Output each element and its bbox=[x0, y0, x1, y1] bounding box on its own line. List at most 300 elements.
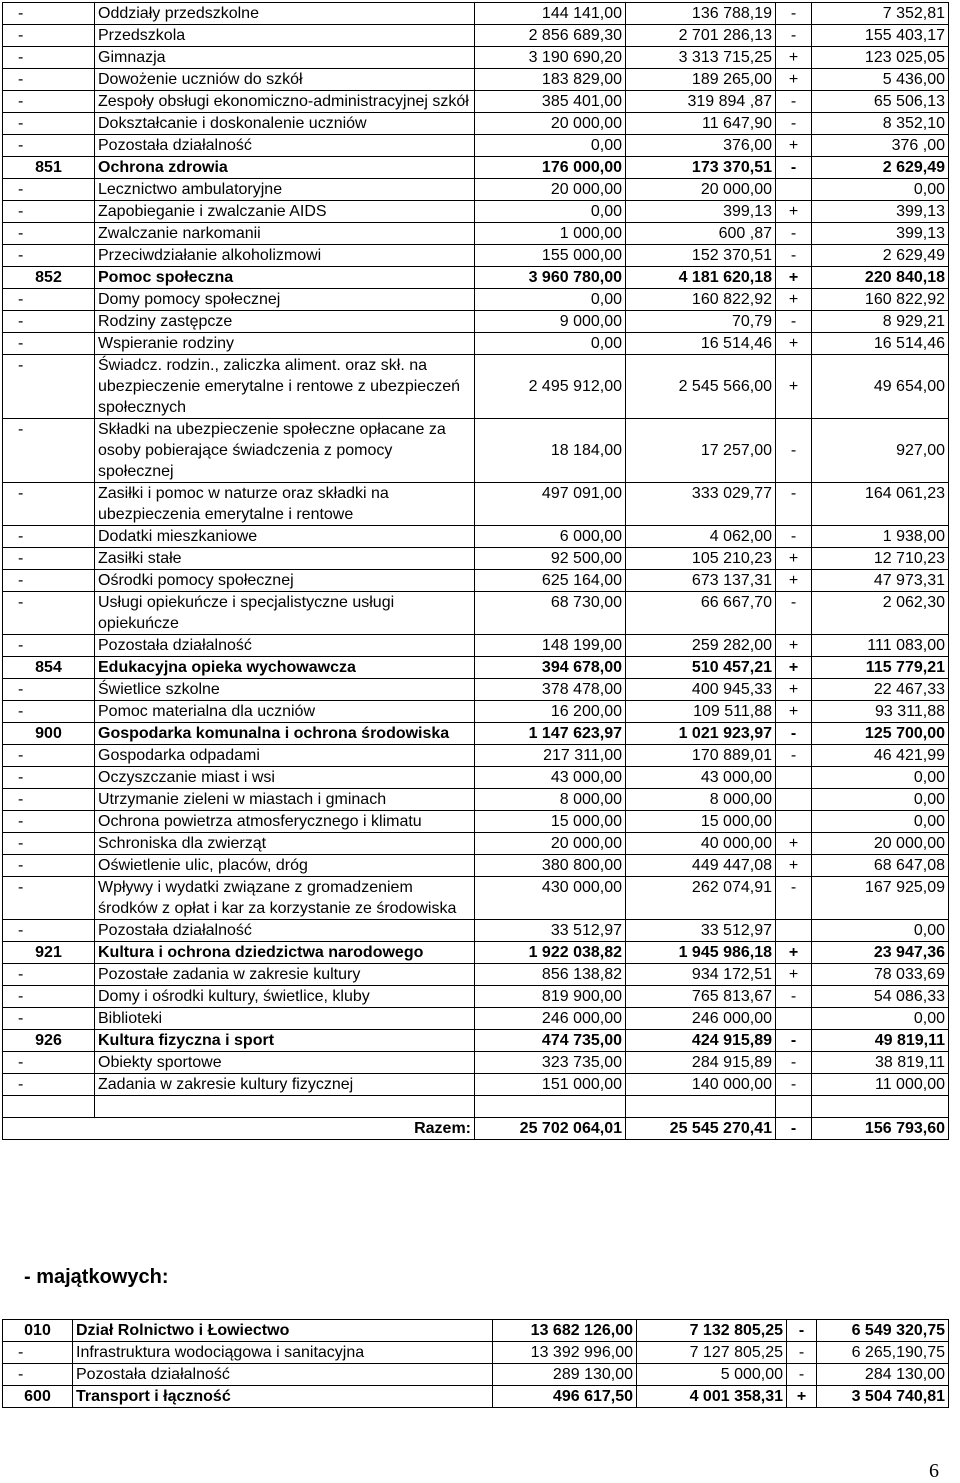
row-diff: 160 822,92 bbox=[812, 289, 949, 311]
row-sign: + bbox=[776, 964, 812, 986]
row-code: - bbox=[3, 833, 95, 855]
row-name: Utrzymanie zieleni w miastach i gminach bbox=[95, 789, 475, 811]
row-name: Pozostała działalność bbox=[95, 635, 475, 657]
row-plan: 155 000,00 bbox=[475, 245, 626, 267]
table-row bbox=[3, 570, 949, 592]
row-code: 010 bbox=[3, 1320, 73, 1342]
row-exec: 262 074,91 bbox=[626, 877, 776, 920]
table-row bbox=[3, 289, 949, 311]
row-name: Dokształcanie i doskonalenie uczniów bbox=[95, 113, 475, 135]
row-diff: 111 083,00 bbox=[812, 635, 949, 657]
row-sign: - bbox=[776, 419, 812, 483]
row-plan: 13 392 996,00 bbox=[493, 1342, 637, 1364]
table-row bbox=[3, 47, 949, 69]
row-diff: 93 311,88 bbox=[812, 701, 949, 723]
row-sign: - bbox=[776, 113, 812, 135]
row-exec: 15 000,00 bbox=[626, 811, 776, 833]
row-plan: 378 478,00 bbox=[475, 679, 626, 701]
row-exec: 40 000,00 bbox=[626, 833, 776, 855]
table-row bbox=[3, 223, 949, 245]
row-code: - bbox=[3, 635, 95, 657]
row-plan: 20 000,00 bbox=[475, 179, 626, 201]
row-name: Pomoc materialna dla uczniów bbox=[95, 701, 475, 723]
row-plan: 380 800,00 bbox=[475, 855, 626, 877]
row-plan: 1 000,00 bbox=[475, 223, 626, 245]
row-plan: 6 000,00 bbox=[475, 526, 626, 548]
row-exec: 4 001 358,31 bbox=[637, 1386, 787, 1408]
row-name: Pozostała działalność bbox=[95, 135, 475, 157]
row-name: Ochrona zdrowia bbox=[95, 157, 475, 179]
row-sign bbox=[776, 920, 812, 942]
row-diff: 16 514,46 bbox=[812, 333, 949, 355]
row-plan: 16 200,00 bbox=[475, 701, 626, 723]
row-name: Usługi opiekuńcze i specjalistyczne usługi opiekuńcze bbox=[95, 592, 475, 635]
row-sign bbox=[776, 789, 812, 811]
row-plan: 151 000,00 bbox=[475, 1074, 626, 1096]
row-diff: 1 938,00 bbox=[812, 526, 949, 548]
row-name: Domy pomocy społecznej bbox=[95, 289, 475, 311]
row-sign: + bbox=[776, 635, 812, 657]
row-code: - bbox=[3, 1342, 73, 1364]
row-plan: 43 000,00 bbox=[475, 767, 626, 789]
row-name: Lecznictwo ambulatoryjne bbox=[95, 179, 475, 201]
row-plan: 144 141,00 bbox=[475, 3, 626, 25]
row-code: 852 bbox=[3, 267, 95, 289]
row-exec: 449 447,08 bbox=[626, 855, 776, 877]
row-diff: 115 779,21 bbox=[812, 657, 949, 679]
row-plan: 0,00 bbox=[475, 289, 626, 311]
row-name: Składki na ubezpieczenie społeczne opłacane za osoby pobierające świadczenia z pomocy społecznej bbox=[95, 419, 475, 483]
row-plan: 289 130,00 bbox=[493, 1364, 637, 1386]
row-plan: 323 735,00 bbox=[475, 1052, 626, 1074]
row-sign: + bbox=[776, 942, 812, 964]
row-sign: - bbox=[776, 483, 812, 526]
row-diff: 12 710,23 bbox=[812, 548, 949, 570]
row-name: Edukacyjna opieka wychowawcza bbox=[95, 657, 475, 679]
row-code: - bbox=[3, 135, 95, 157]
table-row bbox=[3, 964, 949, 986]
row-name: Schroniska dla zwierząt bbox=[95, 833, 475, 855]
table-row bbox=[3, 811, 949, 833]
row-diff: 0,00 bbox=[812, 179, 949, 201]
table-row bbox=[3, 723, 949, 745]
table-row bbox=[3, 3, 949, 25]
row-name: Gospodarka komunalna i ochrona środowiska bbox=[95, 723, 475, 745]
row-code: - bbox=[3, 1008, 95, 1030]
row-plan: 474 735,00 bbox=[475, 1030, 626, 1052]
row-name: Oświetlenie ulic, placów, dróg bbox=[95, 855, 475, 877]
row-name: Pomoc społeczna bbox=[95, 267, 475, 289]
row-name: Świetlice szkolne bbox=[95, 679, 475, 701]
empty-cell bbox=[626, 1096, 776, 1118]
row-exec: 189 265,00 bbox=[626, 69, 776, 91]
row-name: Zespoły obsługi ekonomiczno-administracyjnej szkół bbox=[95, 91, 475, 113]
table-row bbox=[3, 877, 949, 920]
row-exec: 765 813,67 bbox=[626, 986, 776, 1008]
row-exec: 2 701 286,13 bbox=[626, 25, 776, 47]
table-row bbox=[3, 679, 949, 701]
row-diff: 125 700,00 bbox=[812, 723, 949, 745]
total-label: Razem: bbox=[3, 1118, 475, 1140]
row-code: - bbox=[3, 3, 95, 25]
row-exec: 600 ,87 bbox=[626, 223, 776, 245]
row-sign: - bbox=[776, 877, 812, 920]
row-sign: + bbox=[776, 548, 812, 570]
table-row bbox=[3, 483, 949, 526]
row-diff: 0,00 bbox=[812, 920, 949, 942]
row-code: 854 bbox=[3, 657, 95, 679]
empty-cell bbox=[3, 1096, 95, 1118]
table-row bbox=[3, 179, 949, 201]
row-sign: + bbox=[776, 289, 812, 311]
row-plan: 0,00 bbox=[475, 333, 626, 355]
row-code: - bbox=[3, 745, 95, 767]
row-diff: 376 ,00 bbox=[812, 135, 949, 157]
table-row bbox=[3, 855, 949, 877]
row-name: Oddziały przedszkolne bbox=[95, 3, 475, 25]
table-row bbox=[3, 592, 949, 635]
row-plan: 3 960 780,00 bbox=[475, 267, 626, 289]
row-name: Pozostała działalność bbox=[95, 920, 475, 942]
table-row bbox=[3, 942, 949, 964]
row-exec: 70,79 bbox=[626, 311, 776, 333]
row-exec: 152 370,51 bbox=[626, 245, 776, 267]
section-heading: - majątkowych: bbox=[24, 1266, 169, 1288]
property-table-body bbox=[3, 1320, 949, 1408]
row-exec: 284 915,89 bbox=[626, 1052, 776, 1074]
row-sign: + bbox=[776, 201, 812, 223]
table-row bbox=[3, 1320, 949, 1342]
row-sign bbox=[776, 179, 812, 201]
row-exec: 1 021 923,97 bbox=[626, 723, 776, 745]
expenditure-table bbox=[2, 2, 949, 1140]
row-sign: - bbox=[776, 986, 812, 1008]
row-sign bbox=[776, 811, 812, 833]
table-row bbox=[3, 267, 949, 289]
row-sign: - bbox=[776, 1052, 812, 1074]
row-plan: 20 000,00 bbox=[475, 113, 626, 135]
empty-cell bbox=[812, 1096, 949, 1118]
row-diff: 23 947,36 bbox=[812, 942, 949, 964]
row-diff: 8 352,10 bbox=[812, 113, 949, 135]
expenditure-table-body bbox=[3, 3, 949, 1140]
table-row bbox=[3, 789, 949, 811]
row-sign: - bbox=[787, 1342, 817, 1364]
row-diff: 2 629,49 bbox=[812, 245, 949, 267]
row-exec: 5 000,00 bbox=[637, 1364, 787, 1386]
row-code: - bbox=[3, 1052, 95, 1074]
row-plan: 183 829,00 bbox=[475, 69, 626, 91]
row-name: Gospodarka odpadami bbox=[95, 745, 475, 767]
empty-cell bbox=[776, 1096, 812, 1118]
table-row bbox=[3, 1052, 949, 1074]
row-exec: 16 514,46 bbox=[626, 333, 776, 355]
row-name: Wspieranie rodziny bbox=[95, 333, 475, 355]
row-code: 600 bbox=[3, 1386, 73, 1408]
row-code: - bbox=[3, 548, 95, 570]
row-name: Dział Rolnictwo i Łowiectwo bbox=[73, 1320, 493, 1342]
row-exec: 333 029,77 bbox=[626, 483, 776, 526]
row-name: Kultura i ochrona dziedzictwa narodowego bbox=[95, 942, 475, 964]
row-exec: 510 457,21 bbox=[626, 657, 776, 679]
table-row bbox=[3, 1074, 949, 1096]
empty-cell bbox=[475, 1096, 626, 1118]
row-name: Pozostałe zadania w zakresie kultury bbox=[95, 964, 475, 986]
row-plan: 8 000,00 bbox=[475, 789, 626, 811]
row-name: Gimnazja bbox=[95, 47, 475, 69]
row-code: - bbox=[3, 592, 95, 635]
table-row bbox=[3, 201, 949, 223]
row-code: - bbox=[3, 964, 95, 986]
property-expenditure-table bbox=[2, 1319, 949, 1408]
row-exec: 43 000,00 bbox=[626, 767, 776, 789]
row-diff: 54 086,33 bbox=[812, 986, 949, 1008]
row-code: - bbox=[3, 767, 95, 789]
row-plan: 13 682 126,00 bbox=[493, 1320, 637, 1342]
row-code: - bbox=[3, 811, 95, 833]
row-exec: 160 822,92 bbox=[626, 289, 776, 311]
row-plan: 18 184,00 bbox=[475, 419, 626, 483]
table-row bbox=[3, 1008, 949, 1030]
row-exec: 2 545 566,00 bbox=[626, 355, 776, 419]
row-exec: 246 000,00 bbox=[626, 1008, 776, 1030]
row-code: 851 bbox=[3, 157, 95, 179]
row-sign: + bbox=[776, 47, 812, 69]
row-code: - bbox=[3, 855, 95, 877]
table-row bbox=[3, 91, 949, 113]
total-exec: 25 545 270,41 bbox=[626, 1118, 776, 1140]
row-sign: - bbox=[787, 1320, 817, 1342]
row-name: Dodatki mieszkaniowe bbox=[95, 526, 475, 548]
row-plan: 3 190 690,20 bbox=[475, 47, 626, 69]
row-sign: + bbox=[776, 333, 812, 355]
row-diff: 6 549 320,75 bbox=[817, 1320, 949, 1342]
row-name: Zwalczanie narkomanii bbox=[95, 223, 475, 245]
row-exec: 3 313 715,25 bbox=[626, 47, 776, 69]
row-sign: - bbox=[776, 1074, 812, 1096]
table-row bbox=[3, 526, 949, 548]
table-row bbox=[3, 657, 949, 679]
row-name: Ochrona powietrza atmosferycznego i klimatu bbox=[95, 811, 475, 833]
row-code: - bbox=[3, 701, 95, 723]
row-name: Przedszkola bbox=[95, 25, 475, 47]
row-sign: - bbox=[776, 592, 812, 635]
table-row bbox=[3, 986, 949, 1008]
row-diff: 6 265,190,75 bbox=[817, 1342, 949, 1364]
row-plan: 9 000,00 bbox=[475, 311, 626, 333]
row-code: - bbox=[3, 1364, 73, 1386]
row-code: 921 bbox=[3, 942, 95, 964]
row-code: - bbox=[3, 419, 95, 483]
row-code: - bbox=[3, 789, 95, 811]
row-exec: 8 000,00 bbox=[626, 789, 776, 811]
row-exec: 1 945 986,18 bbox=[626, 942, 776, 964]
row-plan: 33 512,97 bbox=[475, 920, 626, 942]
row-diff: 0,00 bbox=[812, 811, 949, 833]
row-code: - bbox=[3, 91, 95, 113]
row-diff: 0,00 bbox=[812, 789, 949, 811]
row-diff: 11 000,00 bbox=[812, 1074, 949, 1096]
row-plan: 20 000,00 bbox=[475, 833, 626, 855]
row-plan: 0,00 bbox=[475, 201, 626, 223]
row-name: Domy i ośrodki kultury, świetlice, kluby bbox=[95, 986, 475, 1008]
row-sign: + bbox=[787, 1386, 817, 1408]
row-diff: 167 925,09 bbox=[812, 877, 949, 920]
row-diff: 5 436,00 bbox=[812, 69, 949, 91]
row-exec: 7 127 805,25 bbox=[637, 1342, 787, 1364]
row-sign: - bbox=[776, 3, 812, 25]
row-sign: + bbox=[776, 855, 812, 877]
row-code: - bbox=[3, 311, 95, 333]
table-row bbox=[3, 1342, 949, 1364]
row-exec: 173 370,51 bbox=[626, 157, 776, 179]
row-exec: 259 282,00 bbox=[626, 635, 776, 657]
row-name: Biblioteki bbox=[95, 1008, 475, 1030]
table-row bbox=[3, 419, 949, 483]
row-plan: 1 922 038,82 bbox=[475, 942, 626, 964]
row-plan: 430 000,00 bbox=[475, 877, 626, 920]
row-exec: 399,13 bbox=[626, 201, 776, 223]
row-exec: 170 889,01 bbox=[626, 745, 776, 767]
row-plan: 15 000,00 bbox=[475, 811, 626, 833]
row-plan: 819 900,00 bbox=[475, 986, 626, 1008]
row-diff: 2 629,49 bbox=[812, 157, 949, 179]
table-row bbox=[3, 548, 949, 570]
table-row bbox=[3, 745, 949, 767]
row-diff: 123 025,05 bbox=[812, 47, 949, 69]
row-diff: 8 929,21 bbox=[812, 311, 949, 333]
table-row bbox=[3, 701, 949, 723]
row-code: - bbox=[3, 986, 95, 1008]
row-name: Zapobieganie i zwalczanie AIDS bbox=[95, 201, 475, 223]
row-code: 926 bbox=[3, 1030, 95, 1052]
row-code: - bbox=[3, 526, 95, 548]
row-exec: 140 000,00 bbox=[626, 1074, 776, 1096]
table-row bbox=[3, 245, 949, 267]
table-row bbox=[3, 920, 949, 942]
table-row bbox=[3, 1030, 949, 1052]
total-diff: 156 793,60 bbox=[812, 1118, 949, 1140]
row-plan: 176 000,00 bbox=[475, 157, 626, 179]
row-exec: 4 181 620,18 bbox=[626, 267, 776, 289]
row-plan: 394 678,00 bbox=[475, 657, 626, 679]
row-sign: - bbox=[776, 745, 812, 767]
row-name: Ośrodki pomocy społecznej bbox=[95, 570, 475, 592]
row-sign: + bbox=[776, 657, 812, 679]
row-exec: 934 172,51 bbox=[626, 964, 776, 986]
row-plan: 2 856 689,30 bbox=[475, 25, 626, 47]
row-exec: 4 062,00 bbox=[626, 526, 776, 548]
total-plan: 25 702 064,01 bbox=[475, 1118, 626, 1140]
table-row bbox=[3, 767, 949, 789]
row-exec: 11 647,90 bbox=[626, 113, 776, 135]
row-code: - bbox=[3, 920, 95, 942]
table-row bbox=[3, 355, 949, 419]
row-diff: 164 061,23 bbox=[812, 483, 949, 526]
row-code: - bbox=[3, 355, 95, 419]
row-exec: 319 894 ,87 bbox=[626, 91, 776, 113]
table-row bbox=[3, 69, 949, 91]
row-plan: 856 138,82 bbox=[475, 964, 626, 986]
row-exec: 400 945,33 bbox=[626, 679, 776, 701]
table-row bbox=[3, 333, 949, 355]
row-sign bbox=[776, 767, 812, 789]
row-diff: 49 819,11 bbox=[812, 1030, 949, 1052]
row-plan: 148 199,00 bbox=[475, 635, 626, 657]
row-code: - bbox=[3, 25, 95, 47]
row-exec: 673 137,31 bbox=[626, 570, 776, 592]
row-name: Pozostała działalność bbox=[73, 1364, 493, 1386]
row-diff: 2 062,30 bbox=[812, 592, 949, 635]
row-diff: 20 000,00 bbox=[812, 833, 949, 855]
row-code: - bbox=[3, 570, 95, 592]
row-diff: 220 840,18 bbox=[812, 267, 949, 289]
row-sign: - bbox=[776, 91, 812, 113]
row-sign: - bbox=[776, 245, 812, 267]
row-plan: 246 000,00 bbox=[475, 1008, 626, 1030]
row-plan: 92 500,00 bbox=[475, 548, 626, 570]
row-sign: + bbox=[776, 135, 812, 157]
row-sign: - bbox=[787, 1364, 817, 1386]
row-diff: 22 467,33 bbox=[812, 679, 949, 701]
row-sign: + bbox=[776, 69, 812, 91]
row-exec: 20 000,00 bbox=[626, 179, 776, 201]
row-sign: - bbox=[776, 223, 812, 245]
table-row bbox=[3, 157, 949, 179]
row-name: Infrastruktura wodociągowa i sanitacyjna bbox=[73, 1342, 493, 1364]
row-name: Świadcz. rodzin., zaliczka aliment. oraz skł. na ubezpieczenie emerytalne i rentowe z ubezpieczeń społecznych bbox=[95, 355, 475, 419]
row-sign: + bbox=[776, 679, 812, 701]
row-exec: 136 788,19 bbox=[626, 3, 776, 25]
row-code: - bbox=[3, 69, 95, 91]
row-name: Zadania w zakresie kultury fizycznej bbox=[95, 1074, 475, 1096]
row-diff: 68 647,08 bbox=[812, 855, 949, 877]
row-plan: 385 401,00 bbox=[475, 91, 626, 113]
row-plan: 497 091,00 bbox=[475, 483, 626, 526]
row-sign: - bbox=[776, 25, 812, 47]
table-row bbox=[3, 1386, 949, 1408]
row-diff: 0,00 bbox=[812, 767, 949, 789]
row-diff: 46 421,99 bbox=[812, 745, 949, 767]
row-plan: 496 617,50 bbox=[493, 1386, 637, 1408]
row-exec: 33 512,97 bbox=[626, 920, 776, 942]
total-row bbox=[3, 1118, 949, 1140]
row-code: - bbox=[3, 47, 95, 69]
spacer-row bbox=[3, 1096, 949, 1118]
row-diff: 399,13 bbox=[812, 201, 949, 223]
table-row bbox=[3, 25, 949, 47]
row-diff: 284 130,00 bbox=[817, 1364, 949, 1386]
row-name: Przeciwdziałanie alkoholizmowi bbox=[95, 245, 475, 267]
row-code: - bbox=[3, 877, 95, 920]
row-sign: + bbox=[776, 267, 812, 289]
row-diff: 7 352,81 bbox=[812, 3, 949, 25]
row-sign: + bbox=[776, 570, 812, 592]
row-code: - bbox=[3, 289, 95, 311]
row-plan: 2 495 912,00 bbox=[475, 355, 626, 419]
row-plan: 1 147 623,97 bbox=[475, 723, 626, 745]
row-sign: + bbox=[776, 355, 812, 419]
row-diff: 399,13 bbox=[812, 223, 949, 245]
row-sign: - bbox=[776, 311, 812, 333]
row-diff: 38 819,11 bbox=[812, 1052, 949, 1074]
row-code: - bbox=[3, 223, 95, 245]
row-diff: 155 403,17 bbox=[812, 25, 949, 47]
row-name: Obiekty sportowe bbox=[95, 1052, 475, 1074]
row-sign: - bbox=[776, 526, 812, 548]
row-code: - bbox=[3, 179, 95, 201]
row-plan: 217 311,00 bbox=[475, 745, 626, 767]
